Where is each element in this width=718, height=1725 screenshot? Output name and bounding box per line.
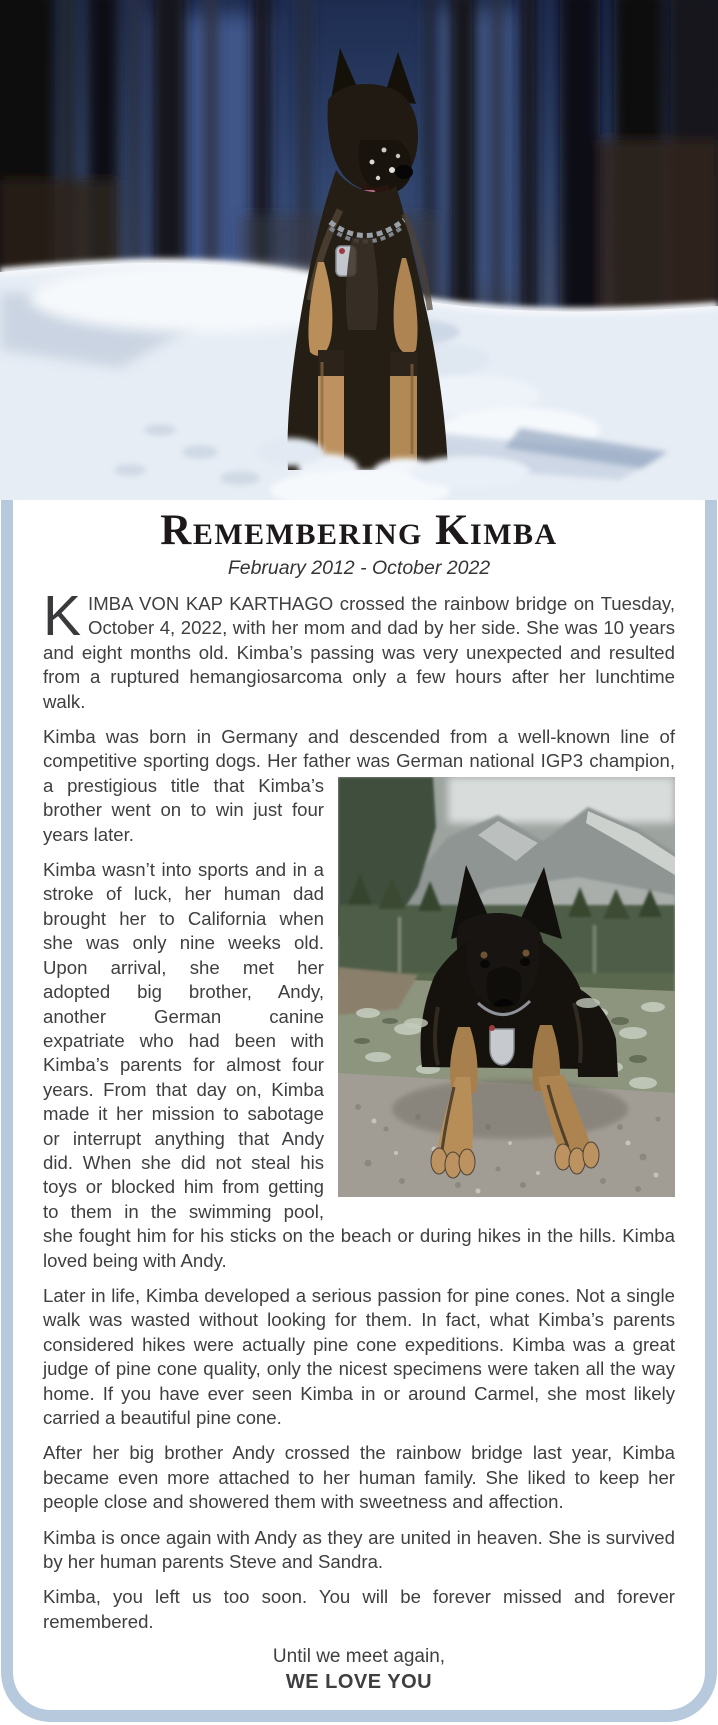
paragraph-origins-text-a: Kimba was born in Germany and descended from a well-known line of competitive sporting dogs. Her father was German national IGP3	[43, 726, 675, 772]
paragraph-farewell: Kimba, you left us too soon. You will be forever missed and forever remembered.	[43, 1586, 675, 1632]
dog-in-snow-photo-art	[0, 0, 718, 500]
closing-emphasis: WE LOVE YOU	[285, 1671, 433, 1694]
memorial-card	[43, 500, 675, 1694]
paragraph-origins	[43, 725, 675, 847]
drop-cap: K	[43, 584, 82, 648]
page-title: Remembering Kimba	[160, 507, 558, 554]
paragraph-after-andy: After her big brother Andy crossed the rainbow bridge last year, Kimba became even more attached to her human family. She liked to keep her people close and showered them with sweetness and affection.	[43, 1442, 675, 1513]
paragraph-intro-text: IMBA VON KAP KARTHAGO crossed the rainbow bridge on Tuesday, October 4, 2022, with her mom and dad by her side. She was 10 years and eight months old. Kimba’s passing was very unexpected and resulted from a ruptured hemangiosarcoma only a few hours after her lunchtime walk.	[43, 593, 675, 712]
dog-on-trail-photo-art	[338, 777, 675, 1197]
paragraph-andy: Kimba wasn’t into sports and in a stroke of luck, her human dad brought her to California when she was only nine weeks old. Upon arrival, she met her adopted big brother, Andy, another German canine expatriate who had been with Kimba’s parents for almost four years. From that day on, Kimba made it her mission to sabotage or interrupt anything that Andy did. When she did not steal his toys or blocked him from getting to them in the swimming pool, she fought him for his sticks on the beach or during hikes in the hills. Kimba loved being with Andy.	[43, 859, 675, 1271]
paragraph-origins-text-b: champion, a prestigious title that Kimba’s brother went on to win just four years later.	[43, 750, 675, 845]
date-range: February 2012 - October 2022	[227, 557, 491, 579]
inset-photo	[338, 777, 675, 1197]
hero-photo	[0, 0, 718, 500]
paragraph-united: Kimba is once again with Andy as they are united in heaven. She is survived by her human parents Steve and Sandra.	[43, 1526, 675, 1573]
paragraph-intro	[43, 584, 675, 714]
paragraph-pine-cones: Later in life, Kimba developed a serious passion for pine cones. Not a single walk was wasted without looking for them. In fact, what Kimba’s parents considered hikes were actually pine cone expeditions. Kimba was a great judge of pine cone quality, only the nicest specimens were taken all the way home. If you have ever seen Kimba in or around Carmel, she most likely carried a beautiful pine cone.	[43, 1284, 675, 1428]
closing-line: Until we meet again,	[272, 1646, 446, 1668]
